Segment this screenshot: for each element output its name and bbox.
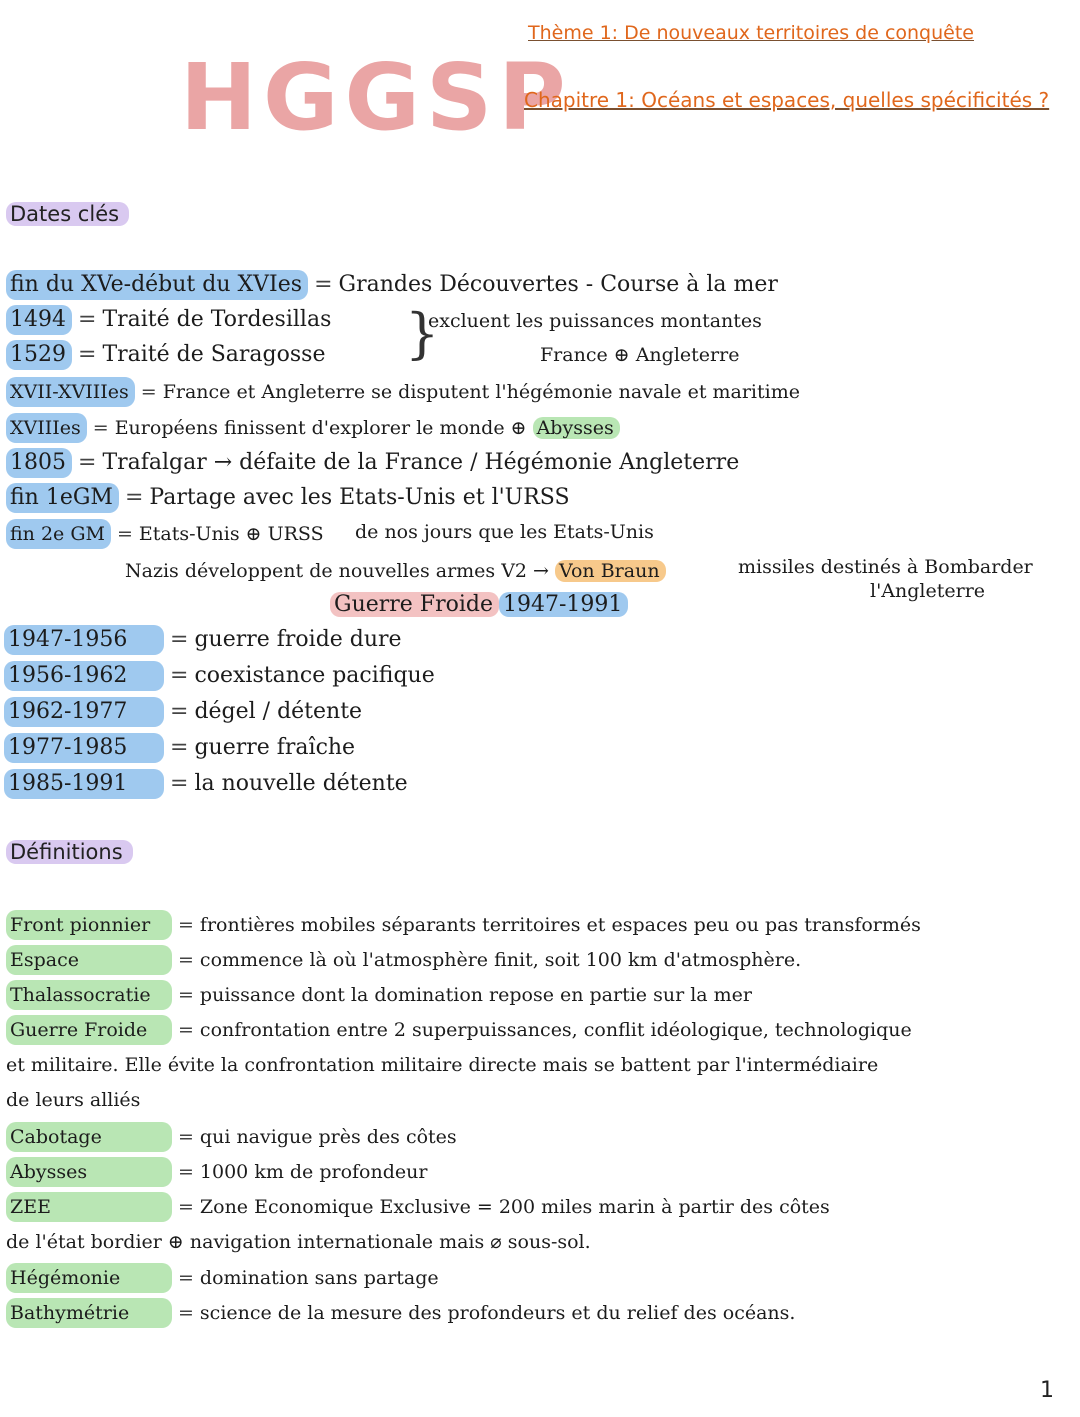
date-key: 1805 bbox=[6, 448, 72, 478]
date-key: fin du XVe-début du XVIes bbox=[6, 270, 308, 300]
date-text: France et Angleterre se disputent l'hégémonie navale et maritime bbox=[162, 381, 800, 403]
date-text: Trafalgar → défaite de la France / Hégémonie Angleterre bbox=[102, 450, 740, 475]
date-row: fin du XVe-début du XVIes = Grandes Découvertes - Course à la mer bbox=[6, 270, 778, 300]
period-key: 1985-1991 bbox=[4, 769, 164, 799]
date-key: 1494 bbox=[6, 305, 72, 335]
page-number: 1 bbox=[1040, 1378, 1054, 1403]
definition-row: Abysses = 1000 km de profondeur bbox=[6, 1157, 427, 1187]
brace-mark: } bbox=[405, 302, 440, 365]
period-text: guerre fraîche bbox=[194, 735, 356, 760]
definition-text: commence là où l'atmosphère finit, soit 100 km d'atmosphère. bbox=[199, 949, 802, 971]
page-logo: HGGSP bbox=[180, 44, 572, 151]
definition-term: Cabotage bbox=[6, 1122, 172, 1152]
date-row: 1529 = Traité de Saragosse bbox=[6, 340, 325, 370]
period-row: 1956-1962 = coexistance pacifique bbox=[4, 661, 435, 691]
cold-war-years: 1947-1991 bbox=[499, 592, 628, 617]
date-row: XVIIIes = Européens finissent d'explorer le monde ⊕ Abysses bbox=[6, 413, 620, 443]
definition-text: science de la mesure des profondeurs et du relief des océans. bbox=[199, 1302, 796, 1324]
cold-war-label: Guerre Froide bbox=[330, 592, 499, 617]
period-key: 1947-1956 bbox=[4, 625, 164, 655]
date-text: Grandes Découvertes - Course à la mer bbox=[338, 272, 778, 297]
definition-row: Bathymétrie = science de la mesure des profondeurs et du relief des océans. bbox=[6, 1298, 795, 1328]
period-text: guerre froide dure bbox=[194, 627, 402, 652]
date-text: Traité de Tordesillas bbox=[102, 307, 332, 332]
definition-text: Zone Economique Exclusive = 200 miles marin à partir des côtes bbox=[199, 1196, 830, 1218]
period-row: 1985-1991 = la nouvelle détente bbox=[4, 769, 408, 799]
date-row: 1494 = Traité de Tordesillas bbox=[6, 305, 331, 335]
definition-row: Front pionnier = frontières mobiles séparants territoires et espaces peu ou pas transformés bbox=[6, 910, 921, 940]
date-row: fin 1eGM = Partage avec les Etats-Unis et l'URSS bbox=[6, 483, 570, 513]
period-text: dégel / détente bbox=[194, 699, 363, 724]
date-note: de nos jours que les Etats-Unis bbox=[355, 521, 654, 543]
definition-text: puissance dont la domination repose en partie sur la mer bbox=[199, 984, 752, 1006]
period-key: 1956-1962 bbox=[4, 661, 164, 691]
definition-text: domination sans partage bbox=[199, 1267, 439, 1289]
von-braun-tag: Von Braun bbox=[555, 560, 666, 582]
definition-term: Guerre Froide bbox=[6, 1015, 172, 1045]
nazi-line bbox=[125, 556, 666, 586]
definition-continuation: de l'état bordier ⊕ navigation internationale mais ⌀ sous-sol. bbox=[6, 1231, 591, 1253]
definition-term: Bathymétrie bbox=[6, 1298, 172, 1328]
period-row: 1977-1985 = guerre fraîche bbox=[4, 733, 355, 763]
definition-row: Guerre Froide = confrontation entre 2 superpuissances, conflit idéologique, technologique bbox=[6, 1015, 912, 1045]
definition-row: ZEE = Zone Economique Exclusive = 200 miles marin à partir des côtes bbox=[6, 1192, 830, 1222]
definition-row: Cabotage = qui navigue près des côtes bbox=[6, 1122, 457, 1152]
missiles-note-1: missiles destinés à Bombarder bbox=[738, 556, 1033, 578]
date-key: fin 1eGM bbox=[6, 483, 119, 513]
date-text: Etats-Unis ⊕ URSS bbox=[138, 523, 324, 545]
date-key: 1529 bbox=[6, 340, 72, 370]
definition-row: Thalassocratie = puissance dont la domination repose en partie sur la mer bbox=[6, 980, 752, 1010]
brace-note-countries: France ⊕ Angleterre bbox=[540, 344, 740, 366]
date-key: fin 2e GM bbox=[6, 519, 111, 549]
brace-note: excluent les puissances montantes bbox=[428, 310, 762, 332]
period-row: 1947-1956 = guerre froide dure bbox=[4, 625, 402, 655]
abysses-tag: Abysses bbox=[533, 417, 620, 439]
definition-text: 1000 km de profondeur bbox=[199, 1161, 428, 1183]
date-text: Traité de Saragosse bbox=[102, 342, 326, 367]
period-row: 1962-1977 = dégel / détente bbox=[4, 697, 362, 727]
date-row: XVII-XVIIIes = France et Angleterre se disputent l'hégémonie navale et maritime bbox=[6, 377, 800, 407]
theme-heading: Thème 1: De nouveaux territoires de conquête bbox=[528, 22, 974, 44]
definition-row: Hégémonie = domination sans partage bbox=[6, 1263, 439, 1293]
definition-term: ZEE bbox=[6, 1192, 172, 1222]
definition-term: Abysses bbox=[6, 1157, 172, 1187]
cold-war-heading bbox=[330, 590, 628, 620]
period-key: 1977-1985 bbox=[4, 733, 164, 763]
period-text: la nouvelle détente bbox=[194, 771, 408, 796]
definition-term: Thalassocratie bbox=[6, 980, 172, 1010]
nazi-text: Nazis développent de nouvelles armes V2 → bbox=[125, 560, 549, 582]
period-text: coexistance pacifique bbox=[194, 663, 435, 688]
period-key: 1962-1977 bbox=[4, 697, 164, 727]
dates-section-title: Dates clés bbox=[6, 202, 129, 226]
definition-term: Front pionnier bbox=[6, 910, 172, 940]
definition-text: confrontation entre 2 superpuissances, conflit idéologique, technologique bbox=[199, 1019, 912, 1041]
definition-term: Hégémonie bbox=[6, 1263, 172, 1293]
date-text: Partage avec les Etats-Unis et l'URSS bbox=[149, 485, 570, 510]
definition-continuation: et militaire. Elle évite la confrontation militaire directe mais se battent par l'intermédiaire bbox=[6, 1054, 879, 1076]
date-row: fin 2e GM = Etats-Unis ⊕ URSS bbox=[6, 519, 324, 549]
definitions-section-title: Définitions bbox=[6, 840, 133, 864]
definition-text: frontières mobiles séparants territoires et espaces peu ou pas transformés bbox=[199, 914, 921, 936]
chapter-heading: Chapitre 1: Océans et espaces, quelles spécificités ? bbox=[524, 88, 1050, 112]
definition-term: Espace bbox=[6, 945, 172, 975]
definition-text: qui navigue près des côtes bbox=[199, 1126, 457, 1148]
missiles-note-2: l'Angleterre bbox=[870, 580, 986, 602]
date-row: 1805 = Trafalgar → défaite de la France / Hégémonie Angleterre bbox=[6, 448, 739, 478]
definition-row: Espace = commence là où l'atmosphère finit, soit 100 km d'atmosphère. bbox=[6, 945, 801, 975]
definition-continuation: de leurs alliés bbox=[6, 1089, 141, 1111]
date-key: XVIIIes bbox=[6, 413, 87, 443]
date-text: Européens finissent d'explorer le monde ⊕ bbox=[114, 417, 527, 439]
date-key: XVII-XVIIIes bbox=[6, 377, 135, 407]
